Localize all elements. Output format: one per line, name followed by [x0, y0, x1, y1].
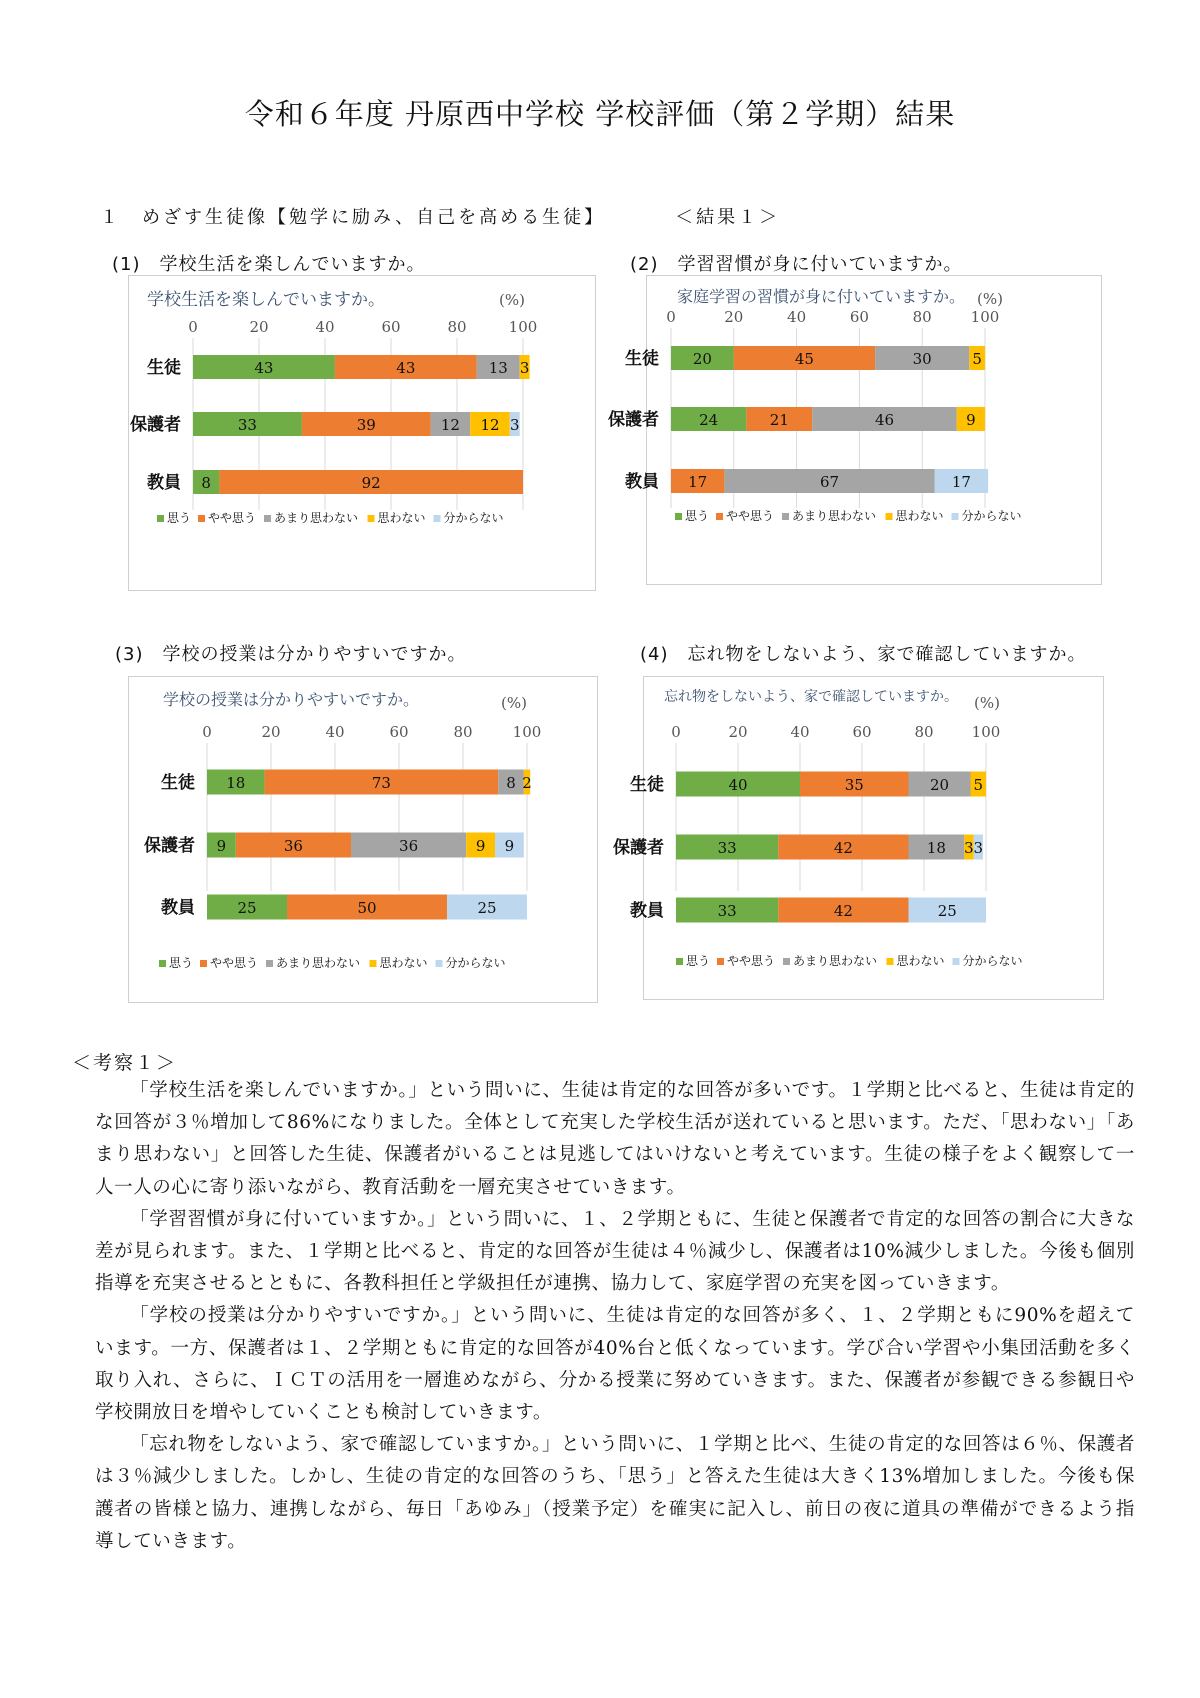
data-label: 9 — [966, 411, 976, 429]
legend-label-wakaranai: 分からない — [445, 956, 506, 970]
chart-svg — [608, 276, 1101, 584]
legend-swatch-yaya — [200, 960, 207, 967]
question-3: (3) 学校の授業は分かりやすいですか。 — [115, 644, 467, 665]
category-label-parent: 保護者 — [130, 415, 181, 435]
x-tick-label: 20 — [249, 318, 269, 336]
x-tick-label: 60 — [389, 723, 409, 741]
legend-label-omowanai: 思わない — [896, 954, 945, 968]
data-label: 18 — [226, 774, 246, 792]
category-label-student: 生徒 — [630, 775, 664, 795]
data-label: 5 — [972, 350, 982, 368]
data-label: 42 — [833, 839, 853, 857]
data-label: 33 — [717, 839, 737, 857]
x-tick-label: 100 — [512, 723, 542, 741]
page-title: 令和６年度 丹原西中学校 学校評価（第２学期）結果 — [244, 97, 956, 131]
category-label-parent: 保護者 — [608, 410, 659, 430]
data-label: 25 — [237, 899, 257, 917]
data-label: 30 — [912, 350, 932, 368]
legend-label-omou: 思う — [167, 511, 192, 525]
chart-title: 学校生活を楽しんでいますか。 — [147, 290, 385, 310]
data-label: 3 — [964, 839, 974, 857]
chart-unit-label: (%) — [977, 290, 1003, 308]
data-label: 5 — [973, 776, 984, 794]
legend-label-yaya: やや思う — [726, 509, 775, 523]
data-label: 8 — [506, 774, 516, 792]
legend-label-wakaranai: 分からない — [961, 509, 1022, 523]
legend-label-amari: あまり思わない — [276, 956, 361, 970]
section-heading — [100, 203, 780, 229]
data-label: 35 — [844, 776, 864, 794]
data-label: 43 — [396, 359, 416, 377]
legend-label-amari: あまり思わない — [274, 511, 359, 525]
legend-swatch-amari — [782, 513, 789, 520]
x-tick-label: 40 — [325, 723, 345, 741]
x-tick-label: 0 — [671, 723, 681, 741]
legend-swatch-omowanai — [886, 513, 893, 520]
x-tick-label: 20 — [261, 723, 281, 741]
legend-swatch-yaya — [716, 513, 723, 520]
legend-swatch-omou — [676, 958, 683, 965]
x-tick-label: 60 — [852, 723, 872, 741]
category-label-parent: 保護者 — [613, 838, 664, 858]
data-label: 67 — [820, 473, 840, 491]
data-label: 20 — [692, 350, 712, 368]
x-tick-label: 0 — [188, 318, 198, 336]
x-tick-label: 100 — [508, 318, 538, 336]
legend-swatch-wakaranai — [953, 958, 960, 965]
x-tick-label: 0 — [666, 308, 676, 326]
data-label: 92 — [361, 474, 381, 492]
data-label: 39 — [356, 416, 376, 434]
kousatsu-heading: ＜考察１＞ — [72, 1052, 178, 1074]
legend-label-omou: 思う — [685, 509, 710, 523]
legend-label-omou: 思う — [686, 954, 711, 968]
legend-swatch-omowanai — [368, 515, 375, 522]
kousatsu-paragraph: 「学習習慣が身に付いていますか。」という問いに、１、２学期ともに、生徒と保護者で肯定的な回答の割合に大きな差が見られます。また、１学期と比べると、肯定的な回答が生徒は４％減少し、保護者は10%減少しました。今後も個別指導を充実させるとともに、各教科担任と学級担任が連携、協力して、家庭学習の充実を図っていきます。 — [95, 1208, 1135, 1295]
data-label: 25 — [477, 899, 497, 917]
legend-label-yaya: やや思う — [208, 511, 257, 525]
data-label: 2 — [522, 774, 532, 792]
chart-svg — [129, 276, 595, 590]
kousatsu-paragraph: 「学校生活を楽しんでいますか。」という問いに、生徒は肯定的な回答が多いです。１学期と比べると、生徒は肯定的な回答が３％増加して86%になりました。全体として充実した学校生活が送れていると思います。ただ、「思わない」「あまり思わない」と回答した生徒、保護者がいることは見逃してはいけないと考えています。生徒の様子をよく観察して一人一人の心に寄り添いながら、教育活動を一層充実させていきます。 — [95, 1080, 1135, 1198]
data-label: 33 — [237, 416, 257, 434]
legend-swatch-wakaranai — [434, 515, 441, 522]
data-label: 18 — [926, 839, 946, 857]
chart-study-habit — [608, 275, 1102, 585]
data-label: 8 — [201, 474, 211, 492]
chart-svg — [613, 677, 1103, 999]
legend-swatch-omou — [157, 515, 164, 522]
legend-swatch-yaya — [198, 515, 205, 522]
data-label: 9 — [504, 837, 515, 855]
data-label: 40 — [728, 776, 748, 794]
category-label-student: 生徒 — [161, 773, 195, 793]
data-label: 12 — [440, 416, 460, 434]
category-label-teacher: 教員 — [161, 898, 195, 918]
x-tick-label: 20 — [724, 308, 744, 326]
question-4: (4) 忘れ物をしないよう、家で確認していますか。 — [640, 644, 1087, 665]
legend-swatch-omou — [675, 513, 682, 520]
legend-swatch-omou — [159, 960, 166, 967]
data-label: 36 — [399, 837, 419, 855]
legend-label-omou: 思う — [169, 956, 194, 970]
data-label: 9 — [216, 837, 227, 855]
x-tick-label: 100 — [971, 723, 1001, 741]
x-tick-label: 40 — [787, 308, 807, 326]
chart-unit-label: (%) — [501, 694, 527, 712]
legend-label-wakaranai: 分からない — [962, 954, 1023, 968]
data-label: 73 — [371, 774, 391, 792]
chart-forgetting — [613, 676, 1104, 1000]
x-tick-label: 0 — [202, 723, 212, 741]
result-label: ＜結果１＞ — [675, 207, 781, 228]
category-label-parent: 保護者 — [144, 836, 195, 856]
legend-swatch-wakaranai — [952, 513, 959, 520]
legend-label-omowanai: 思わない — [379, 956, 428, 970]
category-label-teacher: 教員 — [625, 472, 659, 492]
data-label: 42 — [833, 902, 853, 920]
x-tick-label: 40 — [315, 318, 335, 336]
x-tick-label: 60 — [381, 318, 401, 336]
legend-label-amari: あまり思わない — [792, 509, 877, 523]
chart-unit-label: (%) — [974, 694, 1000, 712]
section-title: １ めざす生徒像【勉学に励み、自己を高める生徒】 — [100, 207, 606, 228]
data-label: 25 — [937, 902, 957, 920]
legend-swatch-omowanai — [370, 960, 377, 967]
data-label: 24 — [699, 411, 719, 429]
chart-svg — [129, 677, 597, 1002]
legend-label-amari: あまり思わない — [793, 954, 878, 968]
question-2: (2) 学習習慣が身に付いていますか。 — [630, 254, 963, 275]
legend-swatch-omowanai — [887, 958, 894, 965]
x-tick-label: 80 — [912, 308, 932, 326]
x-tick-label: 80 — [914, 723, 934, 741]
data-label: 45 — [794, 350, 814, 368]
data-label: 9 — [475, 837, 486, 855]
legend-swatch-yaya — [717, 958, 724, 965]
data-label: 46 — [874, 411, 895, 429]
legend-label-yaya: やや思う — [210, 956, 259, 970]
data-label: 36 — [283, 837, 303, 855]
data-label: 17 — [688, 473, 708, 491]
x-tick-label: 60 — [849, 308, 869, 326]
chart-title: 家庭学習の習慣が身に付いていますか。 — [677, 287, 966, 306]
category-label-student: 生徒 — [625, 349, 659, 369]
data-label: 21 — [769, 411, 789, 429]
legend-label-wakaranai: 分からない — [443, 511, 504, 525]
legend-swatch-wakaranai — [436, 960, 443, 967]
data-label: 33 — [717, 902, 737, 920]
data-label: 50 — [357, 899, 377, 917]
kousatsu-paragraph: 「忘れ物をしないよう、家で確認していますか。」という問いに、１学期と比べ、生徒の肯定的な回答は６％、保護者は３％減少しました。しかし、生徒の肯定的な回答のうち、「思う」と答えた生徒は大きく13%増加しました。今後も保護者の皆様と協力、連携しながら、毎日「あゆみ」（授業予定）を確実に記入し、前日の夜に道具の準備ができるよう指導していきます。 — [95, 1434, 1135, 1552]
category-label-student: 生徒 — [147, 358, 181, 378]
x-tick-label: 80 — [447, 318, 467, 336]
x-tick-label: 100 — [970, 308, 1000, 326]
data-label: 3 — [519, 359, 530, 377]
kousatsu-body — [95, 1075, 1135, 1558]
legend-label-omowanai: 思わない — [895, 509, 944, 523]
data-label: 20 — [929, 776, 950, 794]
legend-label-omowanai: 思わない — [377, 511, 426, 525]
question-1: (1) 学校生活を楽しんでいますか。 — [112, 254, 426, 275]
legend-swatch-amari — [264, 515, 271, 522]
x-tick-label: 80 — [453, 723, 473, 741]
data-label: 3 — [973, 839, 984, 857]
x-tick-label: 40 — [790, 723, 810, 741]
data-label: 12 — [480, 416, 500, 434]
legend-swatch-amari — [783, 958, 790, 965]
data-label: 43 — [254, 359, 274, 377]
kousatsu-paragraph: 「学校の授業は分かりやすいですか。」という問いに、生徒は肯定的な回答が多く、１、２学期ともに90%を超えています。一方、保護者は１、２学期ともに肯定的な回答が40%台と低くなっています。学び合い学習や小集団活動を多く取り入れ、さらに、ＩＣＴの活用を一層進めながら、分かる授業に努めていきます。また、保護者が参観できる参観日や学校開放日を増やしていくことも検討していきます。 — [95, 1305, 1135, 1424]
data-label: 17 — [951, 473, 971, 491]
chart-unit-label: (%) — [499, 291, 525, 309]
category-label-teacher: 教員 — [147, 473, 181, 493]
legend-swatch-amari — [266, 960, 273, 967]
chart-title: 忘れ物をしないよう、家で確認していますか。 — [664, 689, 958, 705]
category-label-teacher: 教員 — [630, 901, 664, 921]
chart-school-life — [128, 275, 596, 591]
data-label: 13 — [488, 359, 508, 377]
chart-lessons — [128, 676, 598, 1003]
chart-title: 学校の授業は分かりやすいですか。 — [163, 690, 420, 709]
data-label: 3 — [509, 416, 520, 434]
legend-label-yaya: やや思う — [727, 954, 776, 968]
x-tick-label: 20 — [728, 723, 748, 741]
